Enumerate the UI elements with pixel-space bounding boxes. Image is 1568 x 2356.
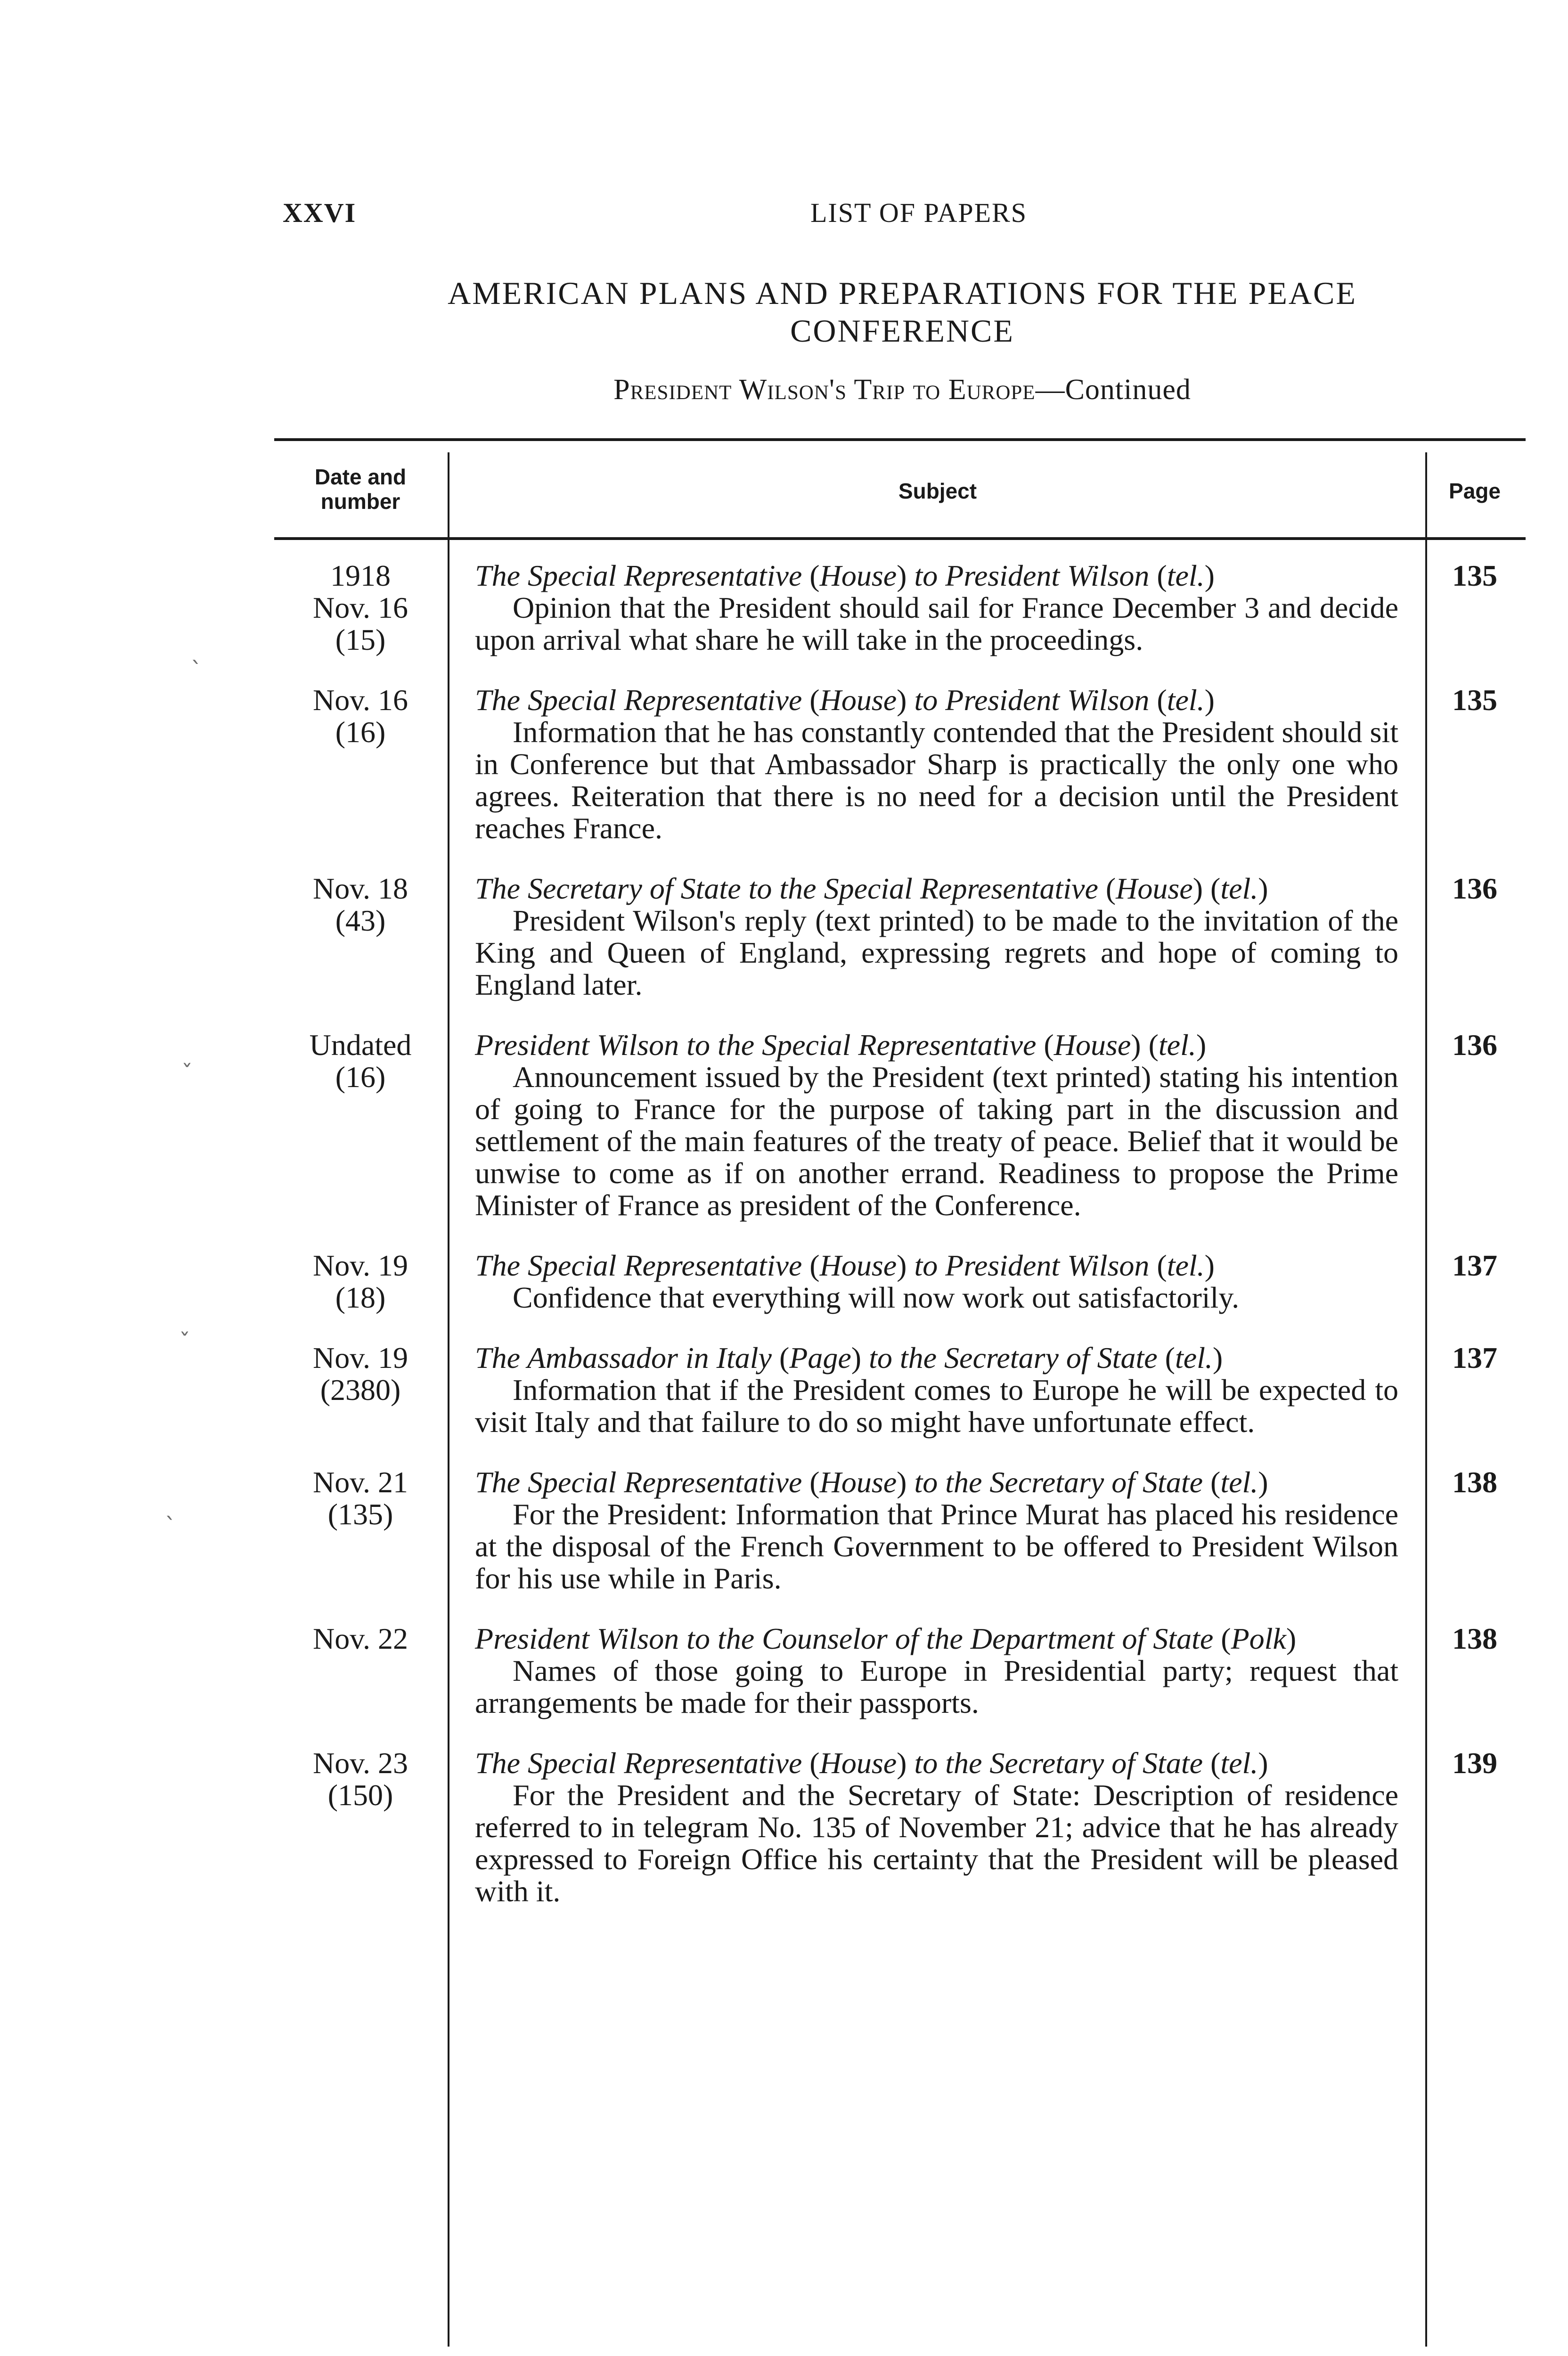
entry-description: President Wilson's reply (text printed) to be made to the invitation of the King and Queen of England, expressing regrets and hope of coming to England later. bbox=[475, 904, 1398, 1001]
entry-sender: The Ambassador in Italy (Page) to the Secretary of State (tel.) bbox=[475, 1341, 1223, 1374]
entry-date: Nov. 22 bbox=[312, 1622, 408, 1655]
entry-page-number: 137 bbox=[1452, 1341, 1497, 1374]
section-title-line-2: CONFERENCE bbox=[790, 313, 1014, 349]
margin-mark-icon: ˎ bbox=[165, 1494, 176, 1520]
entry-subject-cell bbox=[475, 560, 1398, 656]
column-header-date-line-2: number bbox=[320, 489, 400, 514]
entry-sender: The Special Representative (House) to President Wilson (tel.) bbox=[475, 1249, 1215, 1282]
entry-page-number: 138 bbox=[1452, 1465, 1497, 1499]
entry-number: (43) bbox=[335, 904, 386, 937]
entry-date: Nov. 16 bbox=[312, 591, 408, 624]
entry-number: (2380) bbox=[320, 1373, 401, 1407]
entry-subject-cell bbox=[475, 873, 1398, 1001]
entry-date: Nov. 21 bbox=[312, 1465, 408, 1499]
entry-date-cell bbox=[283, 873, 438, 937]
entry-sender: The Secretary of State to the Special Representative (House) (tel.) bbox=[475, 872, 1268, 905]
entry-date: Nov. 16 bbox=[312, 683, 408, 717]
entry-number: (18) bbox=[335, 1281, 386, 1314]
entry-number: (135) bbox=[327, 1497, 393, 1531]
entry-page-number: 135 bbox=[1452, 559, 1497, 592]
table-row bbox=[283, 560, 1527, 656]
running-head-title: LIST OF PAPERS bbox=[810, 197, 1027, 228]
table-row bbox=[283, 1029, 1527, 1221]
subsection-title-suffix: —Continued bbox=[1035, 374, 1191, 406]
running-head bbox=[283, 197, 1522, 235]
entry-date-cell bbox=[283, 1029, 438, 1093]
entry-date-cell bbox=[283, 1747, 438, 1811]
entries-list bbox=[283, 560, 1527, 1936]
entry-sender: The Special Representative (House) to President Wilson (tel.) bbox=[475, 559, 1215, 592]
entry-description: Opinion that the President should sail for France December 3 and decide upon arrival what share he will take in the proceedings. bbox=[475, 591, 1398, 656]
entry-subject-cell bbox=[475, 1466, 1398, 1595]
column-header-page: Page bbox=[1449, 479, 1501, 503]
entry-page-number: 138 bbox=[1452, 1622, 1497, 1655]
entry-page-number: 139 bbox=[1452, 1746, 1497, 1780]
table-row bbox=[283, 873, 1527, 1001]
margin-mark-icon: ˇ bbox=[181, 1060, 193, 1087]
entry-description: Names of those going to Europe in Presidential party; request that arrangements be made for their passports. bbox=[475, 1654, 1398, 1719]
entry-page-number: 136 bbox=[1452, 1028, 1497, 1062]
entry-date-cell bbox=[283, 684, 438, 748]
column-header-date bbox=[283, 465, 438, 514]
table-row bbox=[283, 1466, 1527, 1595]
subsection-title-text: President Wilson's Trip to Europe bbox=[613, 374, 1036, 406]
margin-mark-icon: ˋ bbox=[191, 657, 202, 684]
entry-date: Nov. 18 bbox=[312, 872, 408, 905]
entry-description: Information that if the President comes to Europe he will be expected to visit Italy and that failure to do so might have unfortunate effect. bbox=[475, 1373, 1398, 1439]
entry-date: Nov. 19 bbox=[312, 1341, 408, 1374]
entry-number: (16) bbox=[335, 1060, 386, 1094]
table-row bbox=[283, 1623, 1527, 1719]
entry-page-number: 135 bbox=[1452, 683, 1497, 717]
entry-page-number: 137 bbox=[1452, 1249, 1497, 1282]
entry-subject-cell bbox=[475, 1623, 1398, 1719]
entry-date-cell bbox=[283, 1342, 438, 1406]
table-header-rule bbox=[274, 537, 1526, 540]
page-folio: XXVI bbox=[283, 197, 357, 228]
entry-sender: The Special Representative (House) to the Secretary of State (tel.) bbox=[475, 1465, 1268, 1499]
entry-description: Announcement issued by the President (text printed) stating his intention of going to France for the purpose of taking part in the discussion and settlement of the main features of the treaty of peace. Belief that it would be unwise to come as if on another errand. Readiness to propose the Prime Minister of France as president of the Conference. bbox=[475, 1060, 1398, 1222]
entry-description: For the President and the Secretary of State: Description of residence referred to in telegram No. 135 of November 21; advice that he has already expressed to Foreign Office his certainty that the President will be pleased with it. bbox=[475, 1778, 1398, 1908]
column-header-subject: Subject bbox=[898, 479, 977, 503]
table-row bbox=[283, 1342, 1527, 1438]
section-title bbox=[283, 274, 1522, 350]
table-top-rule bbox=[274, 438, 1526, 441]
entry-description: For the President: Information that Prince Murat has placed his residence at the disposal of the French Government to be offered to President Wilson for his use while in Paris. bbox=[475, 1497, 1398, 1595]
table-row bbox=[283, 684, 1527, 844]
entry-year: 1918 bbox=[330, 559, 391, 592]
entry-subject-cell bbox=[475, 1747, 1398, 1907]
section-title-line-1: AMERICAN PLANS AND PREPARATIONS FOR THE PEACE bbox=[448, 275, 1357, 311]
entry-description: Information that he has constantly contended that the President should sit in Conference but that Ambassador Sharp is practically the only one who agrees. Reiteration that there is no need for a decision until the President reaches France. bbox=[475, 715, 1398, 845]
entry-number: (150) bbox=[327, 1778, 393, 1812]
entry-sender: President Wilson to the Counselor of the Department of State (Polk) bbox=[475, 1622, 1297, 1655]
entry-date: Undated bbox=[309, 1028, 412, 1062]
entry-date: Nov. 23 bbox=[312, 1746, 408, 1780]
entry-description: Confidence that everything will now work out satisfactorily. bbox=[513, 1281, 1240, 1314]
entry-subject-cell bbox=[475, 1250, 1398, 1314]
entry-sender: The Special Representative (House) to President Wilson (tel.) bbox=[475, 683, 1215, 717]
entry-number: (16) bbox=[335, 715, 386, 749]
table-row bbox=[283, 1747, 1527, 1907]
entry-date: Nov. 19 bbox=[312, 1249, 408, 1282]
subsection-title bbox=[283, 373, 1522, 407]
entry-subject-cell bbox=[475, 1342, 1398, 1438]
entry-subject-cell bbox=[475, 684, 1398, 844]
entry-date-cell bbox=[283, 1250, 438, 1314]
entry-number: (15) bbox=[335, 623, 386, 656]
entry-subject-cell bbox=[475, 1029, 1398, 1221]
entry-sender: The Special Representative (House) to the Secretary of State (tel.) bbox=[475, 1746, 1268, 1780]
margin-mark-icon: ˇ bbox=[179, 1329, 190, 1355]
table-row bbox=[283, 1250, 1527, 1314]
column-header-date-line-1: Date and bbox=[314, 465, 407, 489]
entry-date-cell bbox=[283, 1466, 438, 1530]
entry-page-number: 136 bbox=[1452, 872, 1497, 905]
entry-date-cell bbox=[283, 560, 438, 656]
entry-date-cell bbox=[283, 1623, 438, 1655]
entry-sender: President Wilson to the Special Representative (House) (tel.) bbox=[475, 1028, 1207, 1062]
